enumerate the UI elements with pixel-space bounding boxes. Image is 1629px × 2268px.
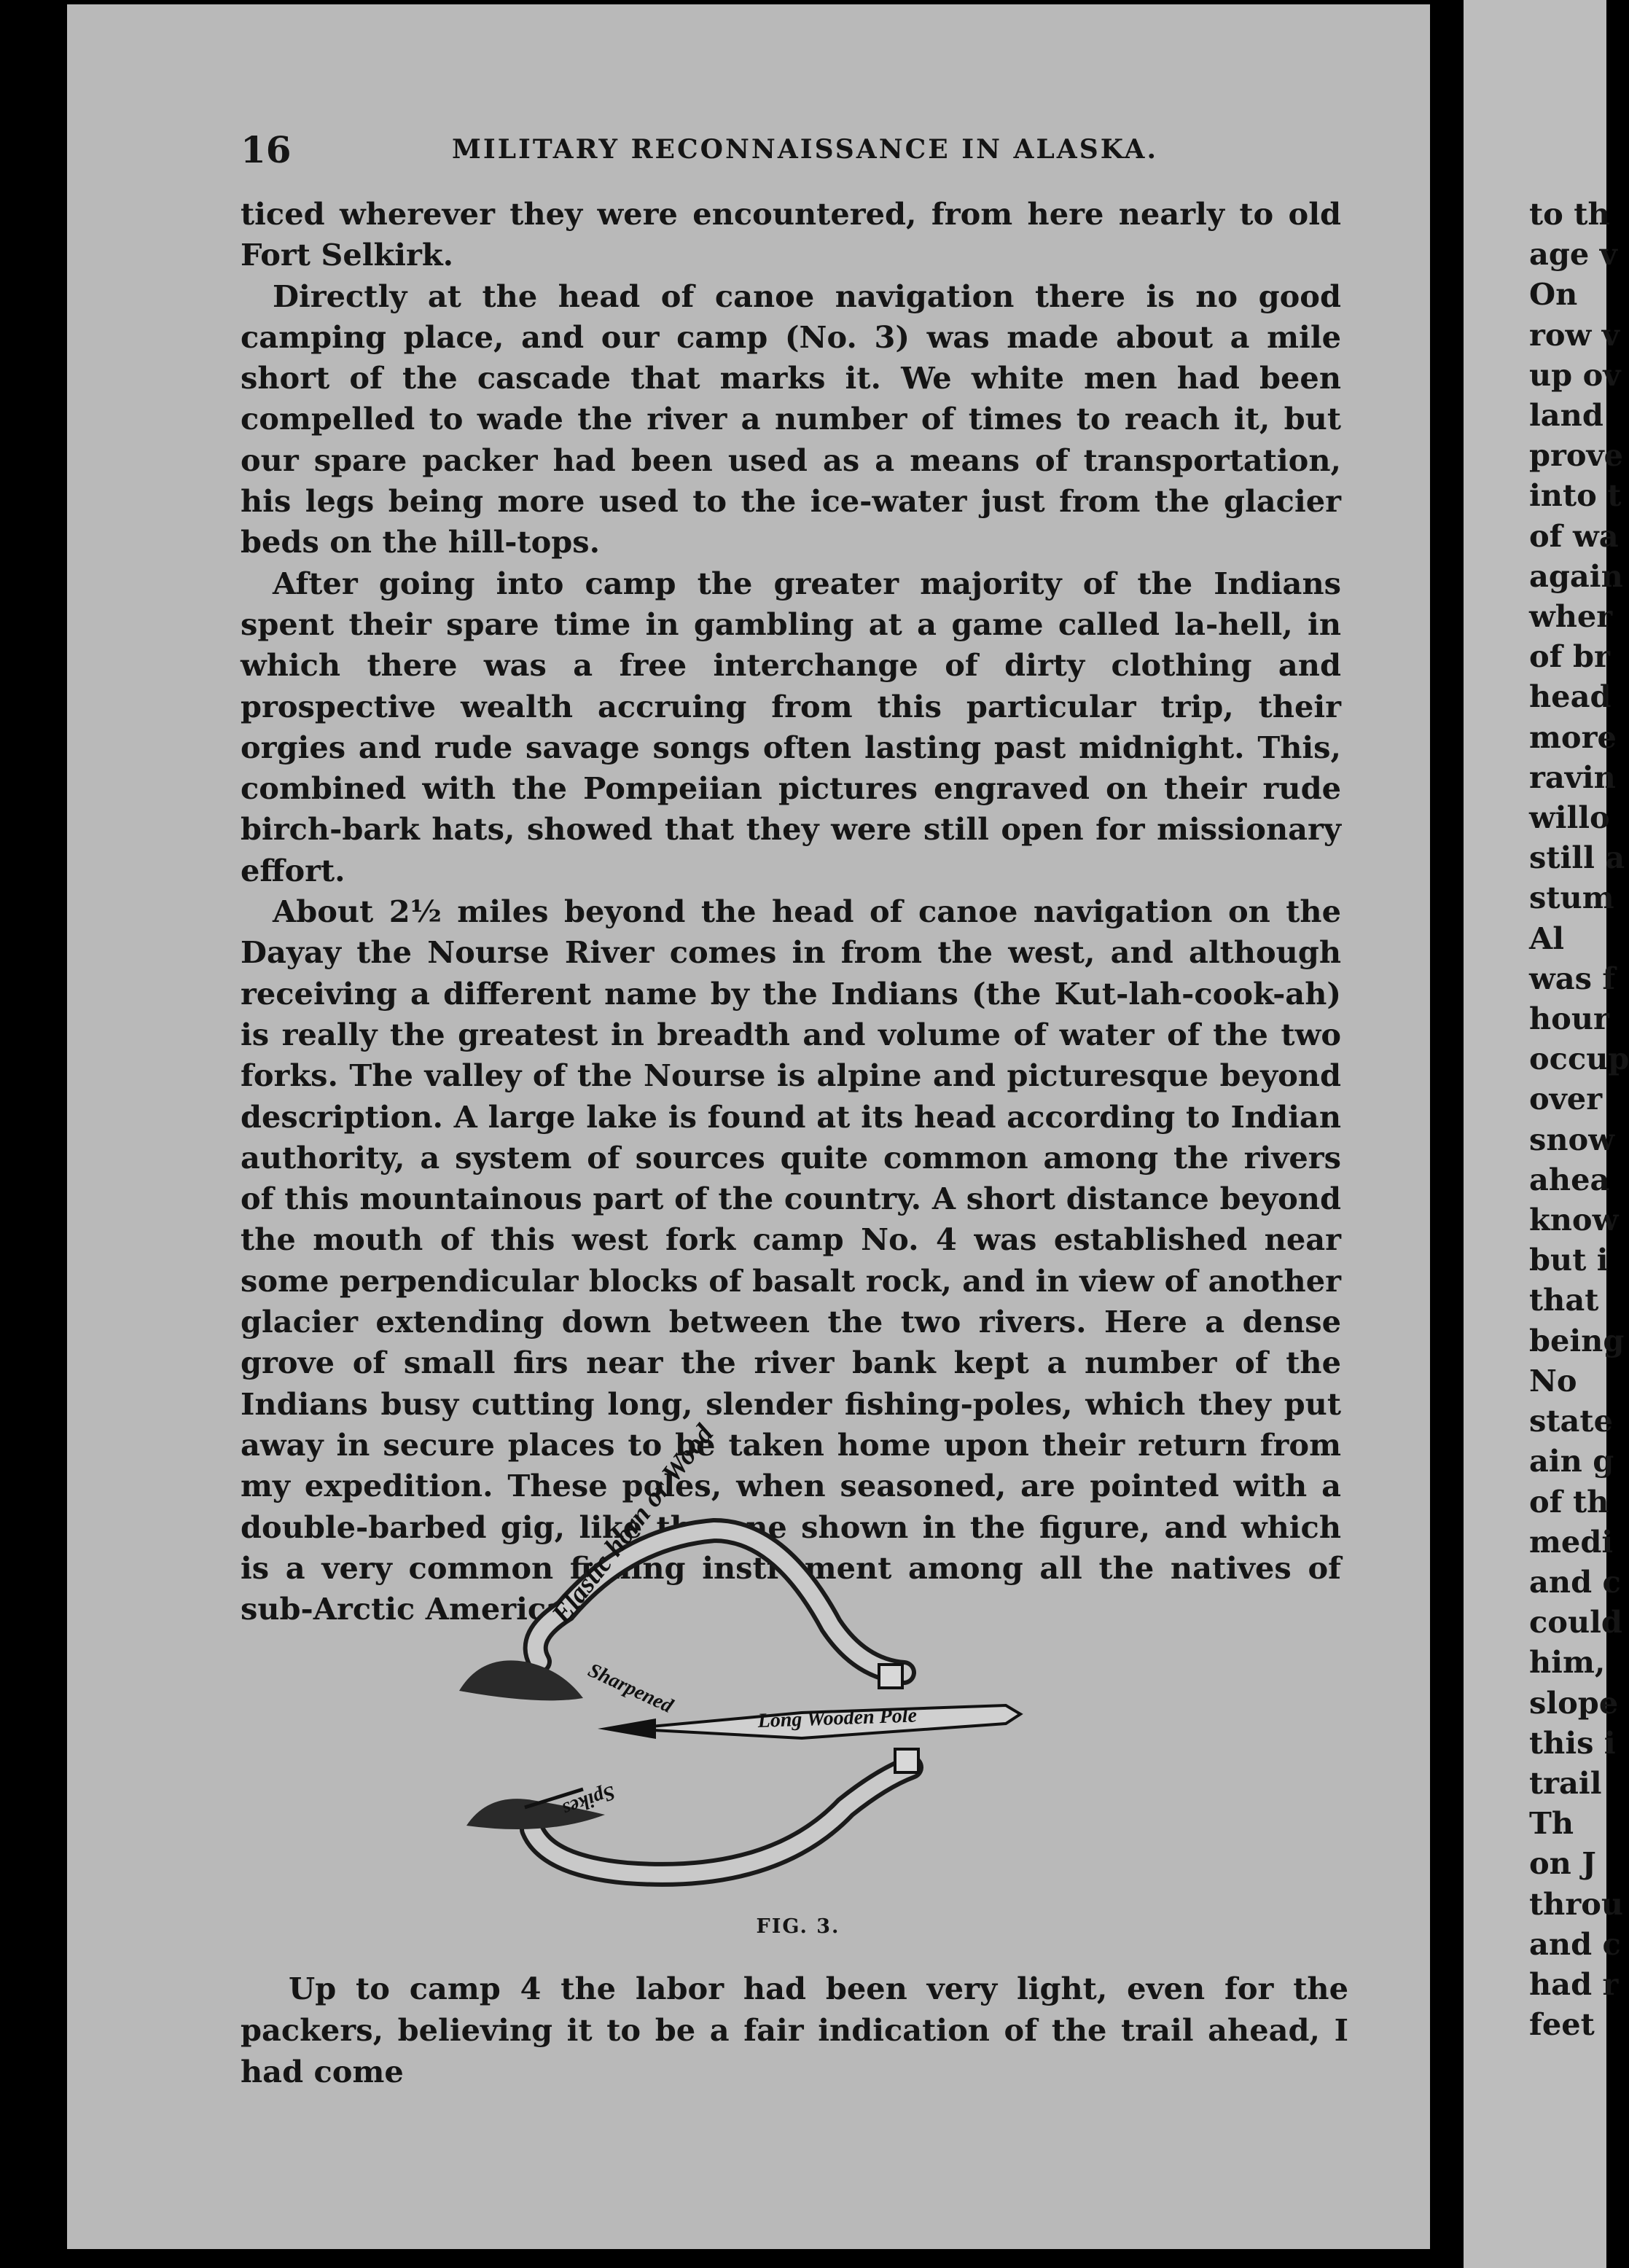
right-page-line: could — [1529, 1604, 1622, 1641]
label-elastic: Elastic horn or Wood — [545, 1419, 720, 1630]
pole-point-icon — [598, 1718, 656, 1739]
right-page-line: wher — [1529, 598, 1613, 635]
running-head: MILITARY RECONNAISSANCE IN ALASKA. — [452, 134, 1159, 165]
right-page-line: ahea — [1529, 1161, 1610, 1197]
right-page-line: but i — [1529, 1242, 1609, 1278]
right-page-line: of wa — [1529, 517, 1619, 554]
right-page-line: No — [1529, 1362, 1577, 1399]
figure-gig — [437, 1419, 1159, 1953]
right-page-line: him, — [1529, 1644, 1606, 1681]
lower-binding — [895, 1749, 918, 1772]
right-page-line: know — [1529, 1202, 1619, 1238]
right-page-line: land — [1529, 397, 1603, 434]
right-page-line: Al — [1529, 920, 1564, 956]
right-page-line: was f — [1529, 960, 1616, 996]
right-page-line: Th — [1529, 1805, 1574, 1842]
page-header — [241, 128, 1356, 172]
page-number: 16 — [241, 128, 292, 171]
right-page-line: stum — [1529, 880, 1614, 916]
label-spikes: Spikes — [559, 1780, 619, 1821]
right-page-line: slope — [1529, 1684, 1619, 1721]
right-page-line: trail — [1529, 1764, 1602, 1801]
paragraph-camp-3: Directly at the head of canoe navigation there is no good camping place, and our camp (No. 3) was made about a mile short of the cascade that marks it. We white men had been compelled to wade the river a number of times to reach it, but our spare packer had been used as a means of transportation, his legs being more used to the ice-water just from the glacier beds on the hill-tops. — [241, 278, 1341, 560]
figure-caption: FIG. 3. — [756, 1915, 840, 1938]
right-page-line: state — [1529, 1403, 1613, 1439]
right-page-line: On — [1529, 276, 1578, 313]
right-page-line: to th — [1529, 196, 1610, 232]
label-pole: Long Wooden Pole — [757, 1704, 918, 1732]
right-page-line: row v — [1529, 316, 1620, 353]
right-page-line: and c — [1529, 1563, 1621, 1600]
upper-barb-icon — [459, 1660, 583, 1700]
right-page-line: throu — [1529, 1885, 1624, 1922]
paragraph-continued: ticed wherever they were encountered, from here nearly to old Fort Selkirk. — [241, 196, 1341, 273]
label-sharpened: Sharpened — [585, 1659, 676, 1718]
right-page-line: feet — [1529, 2006, 1595, 2043]
upper-binding — [879, 1665, 902, 1688]
right-page-line: medi — [1529, 1523, 1614, 1560]
right-page-line: hour — [1529, 1001, 1609, 1037]
right-page-line: that — [1529, 1282, 1599, 1318]
right-page-line: this i — [1529, 1724, 1616, 1761]
right-page-line: ravin — [1529, 759, 1616, 795]
right-page-line: willo — [1529, 799, 1610, 836]
right-page-line: and c — [1529, 1925, 1621, 1962]
right-page-line: prove — [1529, 437, 1624, 474]
right-page-line: snow — [1529, 1121, 1614, 1157]
lower-arm-outline — [532, 1767, 911, 1874]
right-page-line: over — [1529, 1081, 1603, 1117]
book-gutter — [1430, 0, 1464, 2268]
right-page-line: had r — [1529, 1966, 1619, 2002]
right-page-line: into t — [1529, 477, 1622, 514]
right-page-line: up ov — [1529, 356, 1621, 393]
right-page-line: ain g — [1529, 1443, 1614, 1479]
right-page — [1464, 0, 1629, 2268]
right-page-line: again — [1529, 558, 1623, 594]
right-page-line: head — [1529, 679, 1612, 715]
right-page-line: of th — [1529, 1483, 1609, 1520]
gig-illustration — [437, 1419, 1159, 1895]
bottom-text — [241, 1968, 1348, 2092]
right-page-line: more — [1529, 719, 1617, 755]
right-page-line: still a — [1529, 840, 1625, 876]
right-page-line: age v — [1529, 236, 1617, 273]
paragraph-camp-4: Up to camp 4 the labor had been very light, even for the packers, believing it to be a fair indication of the trail ahead, I had come — [241, 1971, 1348, 2089]
paragraph-gambling: After going into camp the greater majority of the Indians spent their spare time in gambling at a game called la-hell, in which there was a free interchange of dirty clothing and prospective wealth accruing from this particular trip, their orgies and rude savage songs often lasting past midnight. This, combined with the Pompeiian pictures engraved on their rude birch-bark hats, showed that they were still open for missionary effort. — [241, 565, 1341, 888]
right-page-line: of br — [1529, 638, 1610, 675]
right-page-line: on J — [1529, 1845, 1596, 1882]
right-page-text — [1529, 194, 1629, 2044]
right-page-line: occup — [1529, 1041, 1629, 1077]
body-text — [241, 194, 1341, 1630]
paragraph-nourse-river: About 2½ miles beyond the head of canoe navigation on the Dayay the Nourse River comes in from the west, and although receiving a different name by the Indians (the Kut-lah-cook-ah) is really the greatest in breadth and volume of water of the two forks. The valley of the Nourse is alpine and picturesque beyond description. A large lake is found at its head according to Indian authority, a system of sources quite common among the rivers of this mountainous part of the country. A short distance beyond the mouth of this west fork camp No. 4 was established near some perpendicular blocks of basalt rock, and in view of another glacier extending down between the two rivers. Here a dense grove of small firs near the river bank kept a number of the Indians busy cutting long, slender fishing-poles, which they put away in secure places to be taken home upon their return from my expedition. These poles, when seasoned, are pointed with a double-barbed gig, like the one shown in the figure, and which is a very common fishing instrument among all the natives of sub-Arctic America. — [241, 893, 1341, 1627]
right-page-line: being — [1529, 1322, 1625, 1358]
